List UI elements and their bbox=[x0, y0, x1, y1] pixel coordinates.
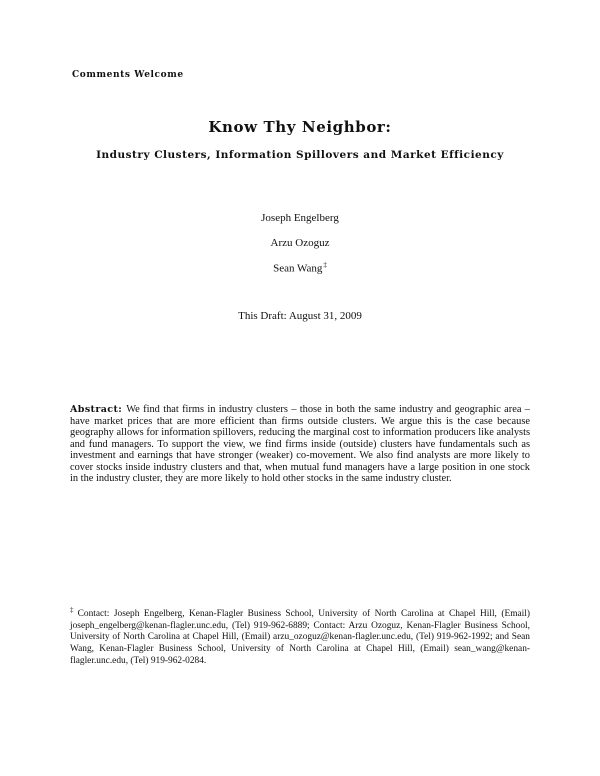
paper-subtitle: Industry Clusters, Information Spillovers and Market Efficiency bbox=[96, 149, 504, 161]
footnote-text: Contact: Joseph Engelberg, Kenan-Flagler Business School, University of North Carolina at Chapel Hill, (Email) joseph_engelberg@kenan-flagler.unc.edu, (Tel) 919-962-6889; Contact: Arzu Ozoguz, Kenan-Flagler Business School, University of North Carolina at Chapel Hill, (Email) arzu_ozoguz@kenan-flagler.unc.edu, (Tel) 919-962-1992; and Sean Wang, Kenan-Flagler Business School, University of North Carolina at Chapel Hill, (Email) sean_wang@kenan-flagler.unc.edu, (Tel) 919-962-0284. bbox=[70, 609, 530, 666]
author-name bbox=[0, 261, 600, 275]
footnote-marker: ‡ bbox=[70, 606, 76, 614]
contact-footnote bbox=[70, 605, 530, 667]
footnote-marker: ‡ bbox=[323, 261, 327, 269]
author-name: Arzu Ozoguz bbox=[270, 237, 330, 249]
draft-date: This Draft: August 31, 2009 bbox=[238, 310, 362, 322]
author-name-text: Sean Wang bbox=[273, 262, 323, 275]
comments-welcome-label: Comments Welcome bbox=[72, 70, 184, 80]
paper-title: Know Thy Neighbor: bbox=[208, 118, 392, 136]
author-name: Joseph Engelberg bbox=[261, 212, 339, 224]
abstract-label: Abstract: bbox=[70, 404, 123, 415]
abstract-text: We find that firms in industry clusters – those in both the same industry and geographic area – have market prices that are more efficient than firms outside clusters. We argue this is the case because geography allows for information spillovers, reducing the marginal cost to information producers like analysts and fund managers. To support the view, we find firms inside (outside) clusters have fundamentals such as investment and earnings that have stronger (weaker) co-movement. We also find analysts are more likely to cover stocks inside industry clusters and that, when mutual fund managers have a large position in one stock in the industry cluster, they are more likely to hold other stocks in the same industry cluster. bbox=[70, 404, 530, 484]
abstract bbox=[70, 404, 530, 485]
